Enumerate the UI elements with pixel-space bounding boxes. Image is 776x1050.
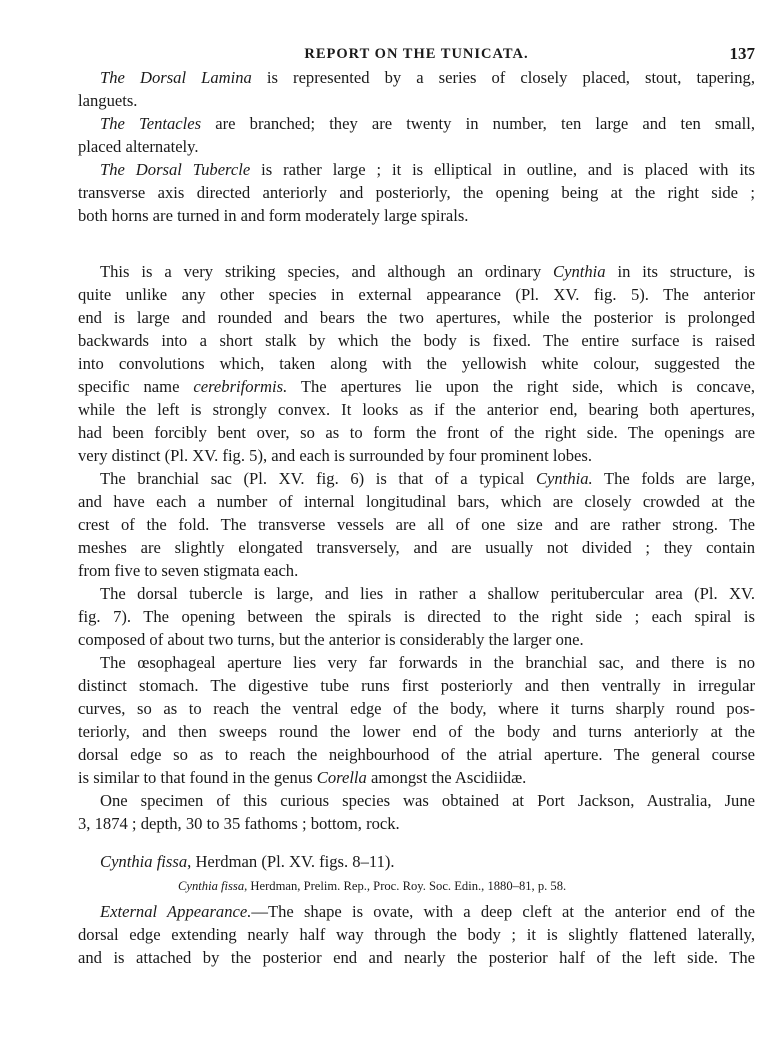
italic-text: cerebriformis. <box>193 377 288 396</box>
text: while the left is strongly convex. It looks as if the anterior end, bearing both apertures, <box>78 400 755 419</box>
text-line <box>78 490 755 513</box>
text-line <box>78 135 755 158</box>
text: The branchial sac (Pl. XV. fig. 6) is that of a typical <box>100 469 536 488</box>
text-line <box>78 352 755 375</box>
text: composed of about two turns, but the anterior is considerably the larger one. <box>78 630 584 649</box>
paragraph <box>78 467 755 582</box>
italic-text: Cynthia <box>553 262 606 281</box>
text: both horns are turned in and form moderately large spirals. <box>78 206 469 225</box>
paragraph <box>78 900 755 969</box>
text: , Herdman, Prelim. Rep., Proc. Roy. Soc. Edin., 1880–81, p. 58. <box>244 879 567 893</box>
text-line <box>78 260 755 283</box>
text-line <box>78 720 755 743</box>
text: The apertures lie upon the right side, which is concave, <box>287 377 756 396</box>
synonymy-reference <box>78 873 755 900</box>
text: The folds are large, <box>592 469 755 488</box>
text-line <box>78 181 755 204</box>
paragraph <box>78 260 755 467</box>
italic-text: External Appearance. <box>100 902 252 921</box>
text-line <box>78 582 755 605</box>
text-line <box>78 850 755 873</box>
text-line <box>78 444 755 467</box>
text-line <box>78 674 755 697</box>
section-gap <box>78 835 755 850</box>
paragraph <box>78 651 755 789</box>
text-line <box>78 66 755 89</box>
text: is similar to that found in the genus <box>78 768 317 787</box>
text: languets. <box>78 91 138 110</box>
text-line <box>78 559 755 582</box>
text: One specimen of this curious species was obtained at Port Jackson, Australia, June <box>100 791 755 810</box>
text-line <box>78 421 755 444</box>
italic-text: The Dorsal Lamina <box>100 68 252 87</box>
text: amongst the Ascidiidæ. <box>366 768 527 787</box>
text: transverse axis directed anteriorly and posteriorly, the opening being at the right side ; <box>78 183 755 202</box>
text: in its structure, is <box>605 262 755 281</box>
text: fig. 7). The opening between the spirals is directed to the right side ; each spiral is <box>78 607 755 626</box>
paragraph <box>78 582 755 651</box>
text: is represented by a series of closely placed, stout, tapering, <box>251 68 755 87</box>
paragraph <box>78 66 755 112</box>
italic-text: The Dorsal Tubercle <box>100 160 251 179</box>
text: distinct stomach. The digestive tube runs first posteriorly and then ventrally in irregular <box>78 676 755 695</box>
text-line <box>78 628 755 651</box>
text-line <box>78 743 755 766</box>
text-line <box>78 89 755 112</box>
italic-text: Cynthia fissa <box>100 852 188 871</box>
text-line <box>78 283 755 306</box>
text-line <box>78 329 755 352</box>
text: had been forcibly bent over, so as to form the front of the right side. The openings are <box>78 423 755 442</box>
text: teriorly, and then sweeps round the lower end of the body and turns anteriorly at the <box>78 722 755 741</box>
text: from five to seven stigmata each. <box>78 561 299 580</box>
italic-text: Cynthia. <box>535 469 593 488</box>
text: dorsal edge so as to reach the neighbourhood of the atrial aperture. The general course <box>78 745 755 764</box>
text: into convolutions which, taken along with the yellowish white colour, suggested the <box>78 354 755 373</box>
text: 3, 1874 ; depth, 30 to 35 fathoms ; bottom, rock. <box>78 814 400 833</box>
text: The œsophageal aperture lies very far forwards in the branchial sac, and there is no <box>100 653 755 672</box>
text-line <box>78 398 755 421</box>
page-body <box>78 66 755 969</box>
text-line <box>78 158 755 181</box>
running-title: REPORT ON THE TUNICATA. <box>304 46 529 62</box>
text: meshes are slightly elongated transversely, and are usually not divided ; they contain <box>78 538 755 557</box>
text-line <box>78 873 755 900</box>
paragraph <box>78 112 755 158</box>
text: are branched; they are twenty in number, ten large and ten small, <box>201 114 755 133</box>
section-gap <box>78 227 755 260</box>
text: specific name <box>78 377 194 396</box>
text-line <box>78 766 755 789</box>
text-line <box>78 900 755 923</box>
text-line <box>78 923 755 946</box>
species-heading <box>78 850 755 873</box>
text: placed alternately. <box>78 137 199 156</box>
text-line <box>78 375 755 398</box>
page-number: 137 <box>729 44 755 63</box>
text-line <box>78 467 755 490</box>
text: quite unlike any other species in external appearance (Pl. XV. fig. 5). The anterior <box>78 285 755 304</box>
text: and is attached by the posterior end and nearly the posterior half of the left side. The <box>78 948 755 967</box>
text: curves, so as to reach the ventral edge of the body, where it turns sharply round pos- <box>78 699 755 718</box>
italic-text: The Tentacles <box>100 114 202 133</box>
italic-text: Corella <box>316 768 367 787</box>
text-line <box>78 651 755 674</box>
text: dorsal edge extending nearly half way through the body ; it is slightly flattened laterally, <box>78 925 755 944</box>
text-line <box>78 112 755 135</box>
text-line <box>78 789 755 812</box>
text-line <box>78 812 755 835</box>
text-line <box>78 306 755 329</box>
text: is rather large ; it is elliptical in outline, and is placed with its <box>250 160 755 179</box>
paragraph <box>78 789 755 835</box>
text: and have each a number of internal longitudinal bars, which are closely crowded at the <box>78 492 755 511</box>
text: This is a very striking species, and although an ordinary <box>100 262 554 281</box>
paragraph <box>78 158 755 227</box>
running-header <box>78 44 755 68</box>
text: , Herdman (Pl. XV. figs. 8–11). <box>187 852 395 871</box>
text-line <box>78 513 755 536</box>
text-line <box>78 946 755 969</box>
text: The dorsal tubercle is large, and lies in rather a shallow peritubercular area (Pl. XV. <box>100 584 755 603</box>
italic-text: Cynthia fissa <box>178 879 245 893</box>
text: end is large and rounded and bears the two apertures, while the posterior is prolonged <box>78 308 755 327</box>
text: very distinct (Pl. XV. fig. 5), and each is surrounded by four prominent lobes. <box>78 446 593 465</box>
text-line <box>78 536 755 559</box>
text-line <box>78 204 755 227</box>
text: —The shape is ovate, with a deep cleft at the anterior end of the <box>251 902 755 921</box>
text-line <box>78 605 755 628</box>
text-line <box>78 697 755 720</box>
text: crest of the fold. The transverse vessels are all of one size and are rather strong. The <box>78 515 755 534</box>
text: backwards into a short stalk by which the body is fixed. The entire surface is raised <box>78 331 755 350</box>
